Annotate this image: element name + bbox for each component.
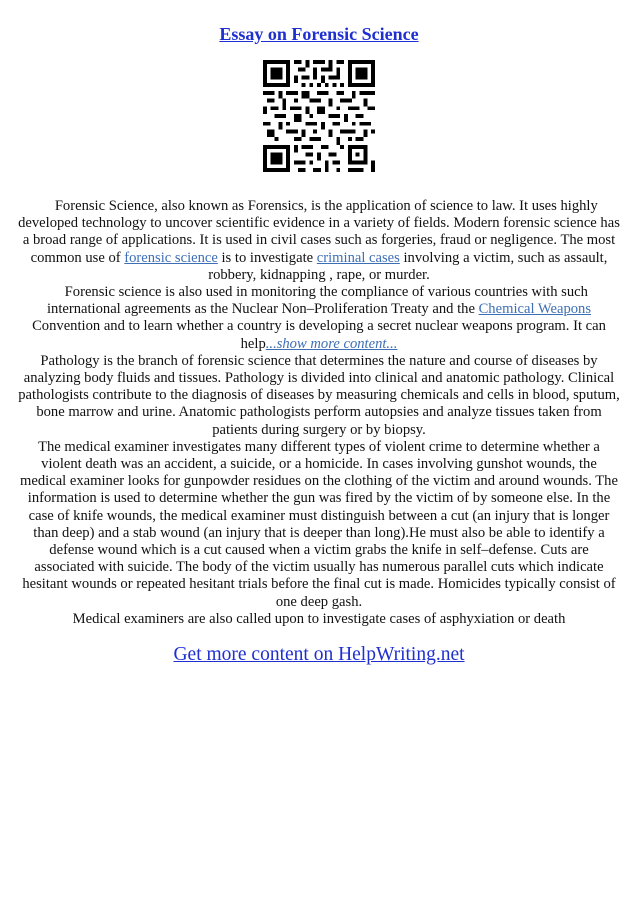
link-forensic-science[interactable]: forensic science bbox=[124, 249, 218, 266]
show-more-link[interactable]: ...show more content... bbox=[265, 335, 398, 352]
paragraph-5: Medical examiners are also called upon to investigate cases of asphyxiation or death bbox=[72, 610, 566, 627]
paragraph-2: Forensic science is also used in monitoring the compliance of various countries with such international agreements as the Nuclear Non–Proliferation Treaty and the Chemical Weapons Convention and to learn whether a country is developing a secret nuclear weapons program. It can help...show more content... bbox=[32, 284, 606, 352]
paragraph-3: Pathology is the branch of forensic science that determines the nature and course of diseases by analyzing body fluids and tissues. Pathology is divided into clinical and anatomic pathology. Clinical pathologists contribute to the diagnosis of diseases by measuring chemicals and cells in blood, sputum, bone marrow and urine. Anatomic pathologists perform autopsies and analyze tissues taken from patients during surgery or by biopsy. bbox=[18, 352, 620, 438]
paragraph-4: The medical examiner investigates many different types of violent crime to determine whether a violent death was an accident, a suicide, or a homicide. In cases involving gunshot wounds, the medical examiner looks for gunpowder residues on the clothing of the victim and around wounds. The information is used to determine whether the gun was fired by the victim of by someone else. In the case of knife wounds, the medical examiner must distinguish between a cut (an injury that is longer than deep) and a stab wound (an injury that is deeper than long).He must also be able to identify a defense wound which is a cut caused when a victim grabs the knife in self–defense. Cuts are associated with suicide. The body of the victim usually has numerous parallel cuts which indicate hesitant wounds or repeated hesitant trials before the final cut is made. Homicides typically consist of one deep gash. bbox=[20, 438, 618, 610]
intro-paragraph: Forensic Science, also known as Forensics, is the application of science to law. It uses highly developed technology to uncover scientific evidence in a variety of fields. Modern forensic science has a broad range of applications. It is used in civil cases such as forgeries, fraud or negligence. The most common use of forensic science is to investigate criminal cases involving a victim, such as assault, robbery, kidnapping , rape, or murder. bbox=[18, 198, 620, 283]
get-more-content-link[interactable]: Get more content on HelpWriting.net bbox=[173, 644, 465, 665]
link-chemical-weapons[interactable]: Chemical Weapons bbox=[478, 301, 592, 318]
link-criminal-cases[interactable]: criminal cases bbox=[316, 249, 400, 266]
qr-code-icon bbox=[263, 60, 375, 172]
essay-body bbox=[18, 198, 620, 628]
page-title[interactable]: Essay on Forensic Science bbox=[219, 24, 419, 44]
